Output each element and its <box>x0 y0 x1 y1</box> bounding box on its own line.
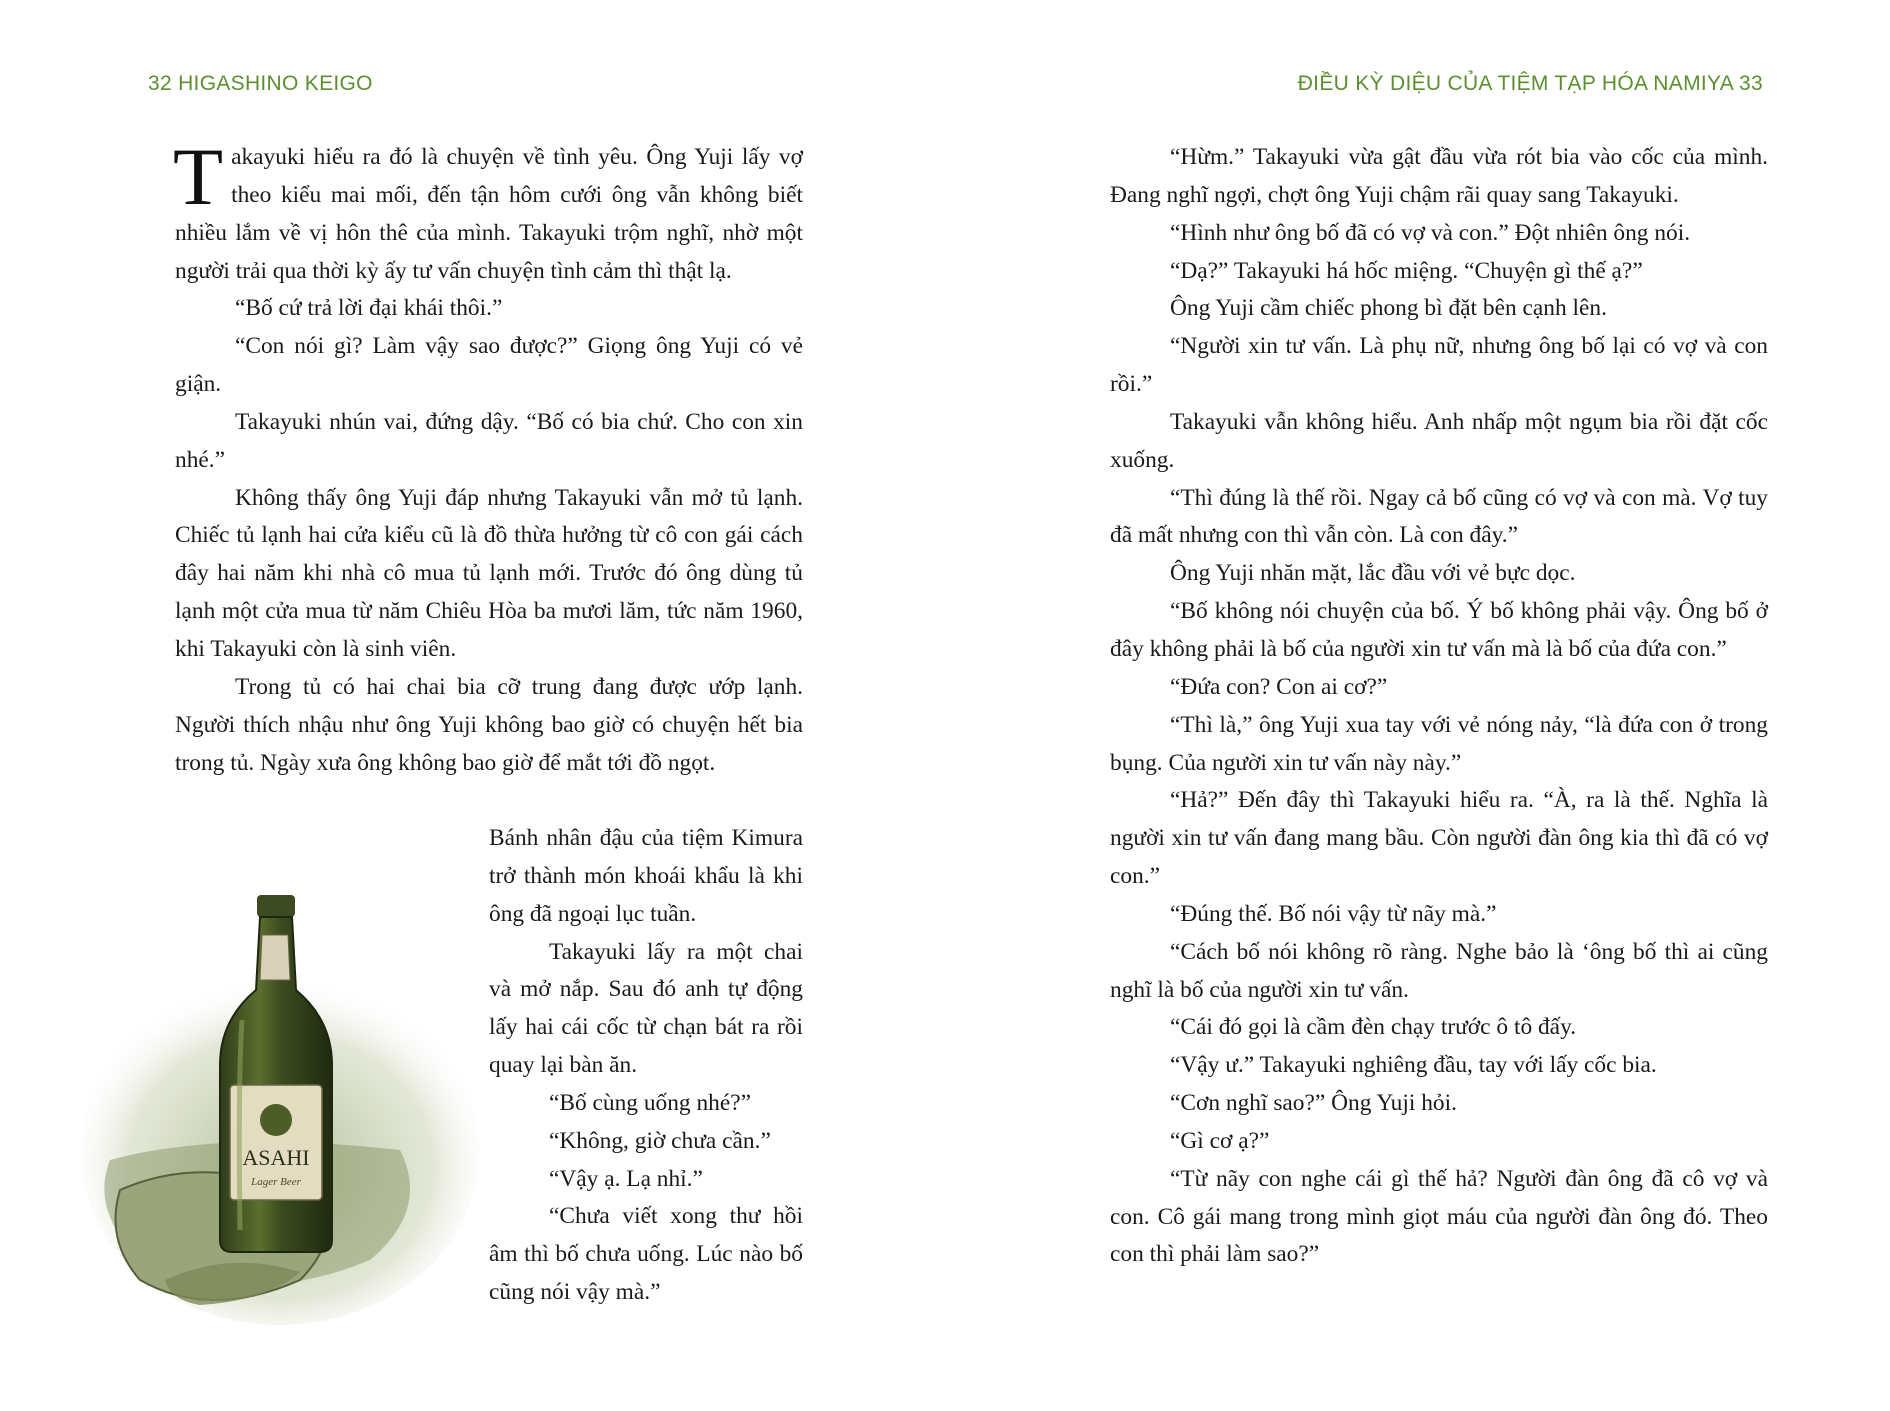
left-running-head: 32 HIGASHINO KEIGO <box>148 72 373 95</box>
paragraph: “Đứa con? Con ai cơ?” <box>1170 673 1388 700</box>
right-running-head: ĐIỀU KỲ DIỆU CỦA TIỆM TẠP HÓA NAMIYA 33 <box>1297 72 1763 95</box>
paragraph: “Cách bố nói không rõ ràng. Nghe bảo là ‘ông bố thì ai cũng nghĩ là bố của người xin tư vấn. <box>1110 938 1768 1003</box>
beer-bottle-illustration <box>70 880 490 1340</box>
paragraph: Takayuki vẫn không hiểu. Anh nhấp một ngụm bia rồi đặt cốc xuống. <box>1110 408 1768 473</box>
bottle-highlight <box>239 1020 242 1230</box>
paragraph: “Hình như ông bố đã có vợ và con.” Đột nhiên ông nói. <box>1170 219 1691 246</box>
left-page-text-bottom <box>489 820 803 1312</box>
bottle-subtitle: Lager Beer <box>251 1176 301 1188</box>
paragraph: “Cái đó gọi là cầm đèn chạy trước ô tô đấy. <box>1170 1014 1577 1041</box>
neck-label <box>260 935 290 980</box>
paragraph: Không thấy ông Yuji đáp nhưng Takayuki vẫn mở tủ lạnh. Chiếc tủ lạnh hai cửa kiểu cũ là đồ thừa hưởng từ cô con gái cách đây hai năm khi nhà cô mua tủ lạnh mới. Trước đó ông dùng tủ lạnh một cửa mua từ năm Chiêu Hòa ba mươi lăm, tức năm 1960, khi Takayuki còn là sinh viên. <box>175 484 803 662</box>
paragraph: “Vậy ư.” Takayuki nghiêng đầu, tay với lấy cốc bia. <box>1170 1052 1657 1079</box>
label-emblem <box>260 1104 292 1136</box>
paragraph: “Người xin tư vấn. Là phụ nữ, nhưng ông bố lại có vợ và con rồi.” <box>1110 333 1768 398</box>
paragraph: “Gì cơ ạ?” <box>1170 1127 1270 1154</box>
drop-cap: T <box>173 131 224 222</box>
paragraph: “Không, giờ chưa cần.” <box>549 1127 771 1154</box>
paragraph: “Thì là,” ông Yuji xua tay với vẻ nóng nảy, “là đứa con ở trong bụng. Của người xin tư vấn này này.” <box>1110 711 1768 776</box>
paragraph: “Hừm.” Takayuki vừa gật đầu vừa rót bia vào cốc của mình. Đang nghĩ ngợi, chợt ông Yuji chậm rãi quay sang Takayuki. <box>1110 144 1768 208</box>
bottle-brand: ASAHI <box>242 1145 310 1170</box>
paragraph: Ông Yuji cầm chiếc phong bì đặt bên cạnh lên. <box>1170 295 1607 322</box>
paragraph: “Vậy ạ. Lạ nhỉ.” <box>549 1165 703 1192</box>
paragraph: Takayuki nhún vai, đứng dậy. “Bố có bia chứ. Cho con xin nhé.” <box>175 408 803 473</box>
paragraph: “Chưa viết xong thư hồi âm thì bố chưa uống. Lúc nào bố cũng nói vậy mà.” <box>489 1203 803 1306</box>
paragraph: Takayuki lấy ra một chai và mở nắp. Sau đó anh tự động lấy hai cái cốc từ chạn bát ra rồi quay lại bàn ăn. <box>489 938 803 1079</box>
paragraph: Bánh nhân đậu của tiệm Kimura trở thành món khoái khẩu là khi ông đã ngoại lục tuần. <box>489 825 803 927</box>
paragraph: “Bố không nói chuyện của bố. Ý bố không phải vậy. Ông bố ở đây không phải là bố của người xin tư vấn mà là bố của đứa con.” <box>1110 598 1768 662</box>
left-page-text-top <box>173 131 803 782</box>
paragraph: “Thì đúng là thế rồi. Ngay cả bố cũng có vợ và con mà. Vợ tuy đã mất nhưng con thì vẫn còn. Là con đây.” <box>1110 484 1768 549</box>
paragraph: Ông Yuji nhăn mặt, lắc đầu với vẻ bực dọc. <box>1170 560 1576 587</box>
paragraph: “Đúng thế. Bố nói vậy từ nãy mà.” <box>1170 900 1497 927</box>
paragraph: “Con nói gì? Làm vậy sao được?” Giọng ông Yuji có vẻ giận. <box>175 333 803 398</box>
paragraph: “Bố cứ trả lời đại khái thôi.” <box>235 295 503 322</box>
paragraph: “Cơn nghĩ sao?” Ông Yuji hỏi. <box>1170 1090 1457 1117</box>
right-page-text <box>1110 139 1768 1274</box>
paragraph: “Hả?” Đến đây thì Takayuki hiểu ra. “À, ra là thế. Nghĩa là người xin tư vấn đang mang bầu. Còn người đàn ông kia thì đã có vợ con.” <box>1110 787 1768 890</box>
paragraph: “Từ nãy con nghe cái gì thế hả? Người đàn ông đã cô vợ và con. Cô gái mang trong mình giọt máu của người đàn ông đó. Theo con thì phải làm sao?” <box>1110 1165 1768 1268</box>
paragraph: Takayuki hiểu ra đó là chuyện về tình yêu. Ông Yuji lấy vợ theo kiểu mai mối, đến tận hôm cưới ông vẫn không biết nhiều lắm về vị hôn thê của mình. Takayuki trộm nghĩ, nhờ một người trải qua thời kỳ ấy tư vấn chuyện tình cảm thì thật lạ. <box>173 131 803 284</box>
paragraph: “Dạ?” Takayuki há hốc miệng. “Chuyện gì thế ạ?” <box>1170 257 1643 284</box>
paragraph: “Bố cùng uống nhé?” <box>549 1089 752 1116</box>
beer-bottle <box>220 895 332 1252</box>
paragraph: Trong tủ có hai chai bia cỡ trung đang được ướp lạnh. Người thích nhậu như ông Yuji không bao giờ có chuyện hết bia trong tủ. Ngày xưa ông không bao giờ để mắt tới đồ ngọt. <box>175 673 803 776</box>
bottle-cap <box>257 895 295 917</box>
